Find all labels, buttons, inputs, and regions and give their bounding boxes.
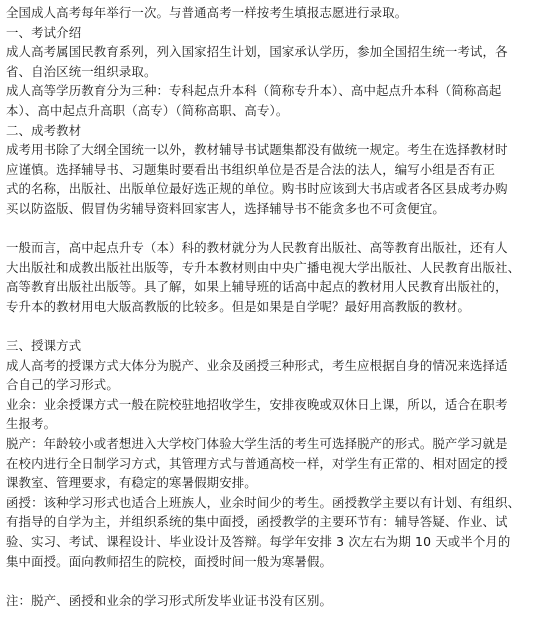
- text-line: 成人高等学历教育分为三种：专科起点升本科（简称专升本）、高中起点升本科（简称高起: [6, 83, 502, 99]
- text-line: 生报考。: [6, 416, 57, 432]
- text-line: 应谨慎。选择辅导书、习题集时要看出书组织单位是否是合法的法人，编写小组是否有正: [6, 161, 496, 177]
- text-line: 函授：该种学习形式也适合上班族人，业余时间少的考生。函授教学主要以有计划、有组织、: [6, 494, 521, 510]
- paragraph-gap: [6, 317, 550, 337]
- text-line: 验、实习、考试、课程设计、毕业设计及答辩。每学年安排 3 次左右为期 10 天或半个月的: [6, 534, 511, 550]
- text-line: 合自己的学习形式。: [6, 377, 119, 393]
- text-line: 课教室、管理要求，有稳定的寒暑假期安排。: [6, 475, 257, 491]
- text-line: 本）、高中起点升高职（高专）（简称高职、高专）。: [6, 102, 289, 118]
- section-heading: 一、考试介绍: [6, 24, 82, 40]
- text-line: 大出版社和成教出版社出版等，专升本教材则由中央广播电视大学出版社、人民教育出版社、: [6, 259, 521, 275]
- text-line: 在校内进行全日制学习方式，其管理方式与普通高校一样，对学生有正常的、相对固定的授: [6, 455, 508, 471]
- section-heading: 三、授课方式: [6, 338, 82, 354]
- text-line: 专升本的教材用电大版高教版的比较多。但是如果是自学呢？最好用高教版的教材。: [6, 298, 471, 314]
- text-line: 成考用书除了大纲全国统一以外，教材辅导书试题集都没有做统一规定。考生在选择教材时: [6, 142, 508, 158]
- text-line: 脱产：年龄较小或者想进入大学校门体验大学生活的考生可选择脱产的形式。脱产学习就是: [6, 436, 508, 452]
- paragraph-gap: [6, 571, 550, 591]
- text-line: 注：脱产、函授和业余的学习形式所发毕业证书没有区别。: [6, 592, 333, 608]
- text-line: 全国成人高考每年举行一次。与普通高考一样按考生填报志愿进行录取。: [6, 5, 408, 20]
- document-body: [6, 3, 550, 610]
- text-line: 成人高考属国民教育系列，列入国家招生计划，国家承认学历，参加全国招生统一考试，各: [6, 44, 508, 60]
- text-line: 省、自治区统一组织录取。: [6, 63, 157, 79]
- text-line: 集中面授。面向教师招生的院校，面授时间一般为寒暑假。: [6, 553, 333, 569]
- text-line: 一般而言，高中起点升专（本）科的教材就分为人民教育出版社、高等教育出版社，还有人: [6, 240, 508, 256]
- text-line: 有指导的自学为主，并组织系统的集中面授，函授教学的主要环节有：辅导答疑、作业、试: [6, 514, 508, 530]
- text-line: 买以防盗版、假冒伪劣辅导资料回家害人，选择辅导书不能贪多也不可贪便宜。: [6, 200, 445, 216]
- text-line: 高等教育出版社出版等。具了解，如果上辅导班的话高中起点的教材用人民教育出版社的，: [6, 279, 508, 295]
- section-heading: 二、成考教材: [6, 122, 82, 138]
- paragraph-gap: [6, 219, 550, 239]
- text-line: 成人高考的授课方式大体分为脱产、业余及函授三种形式，考生应根据自身的情况来选择适: [6, 357, 508, 373]
- text-line: 式的名称，出版社、出版单位最好选正规的单位。购书时应该到大书店或者各区县成考办购: [6, 181, 508, 197]
- text-line: 业余：业余授课方式一般在院校驻地招收学生，安排夜晚或双休日上课，所以，适合在职考: [6, 396, 508, 412]
